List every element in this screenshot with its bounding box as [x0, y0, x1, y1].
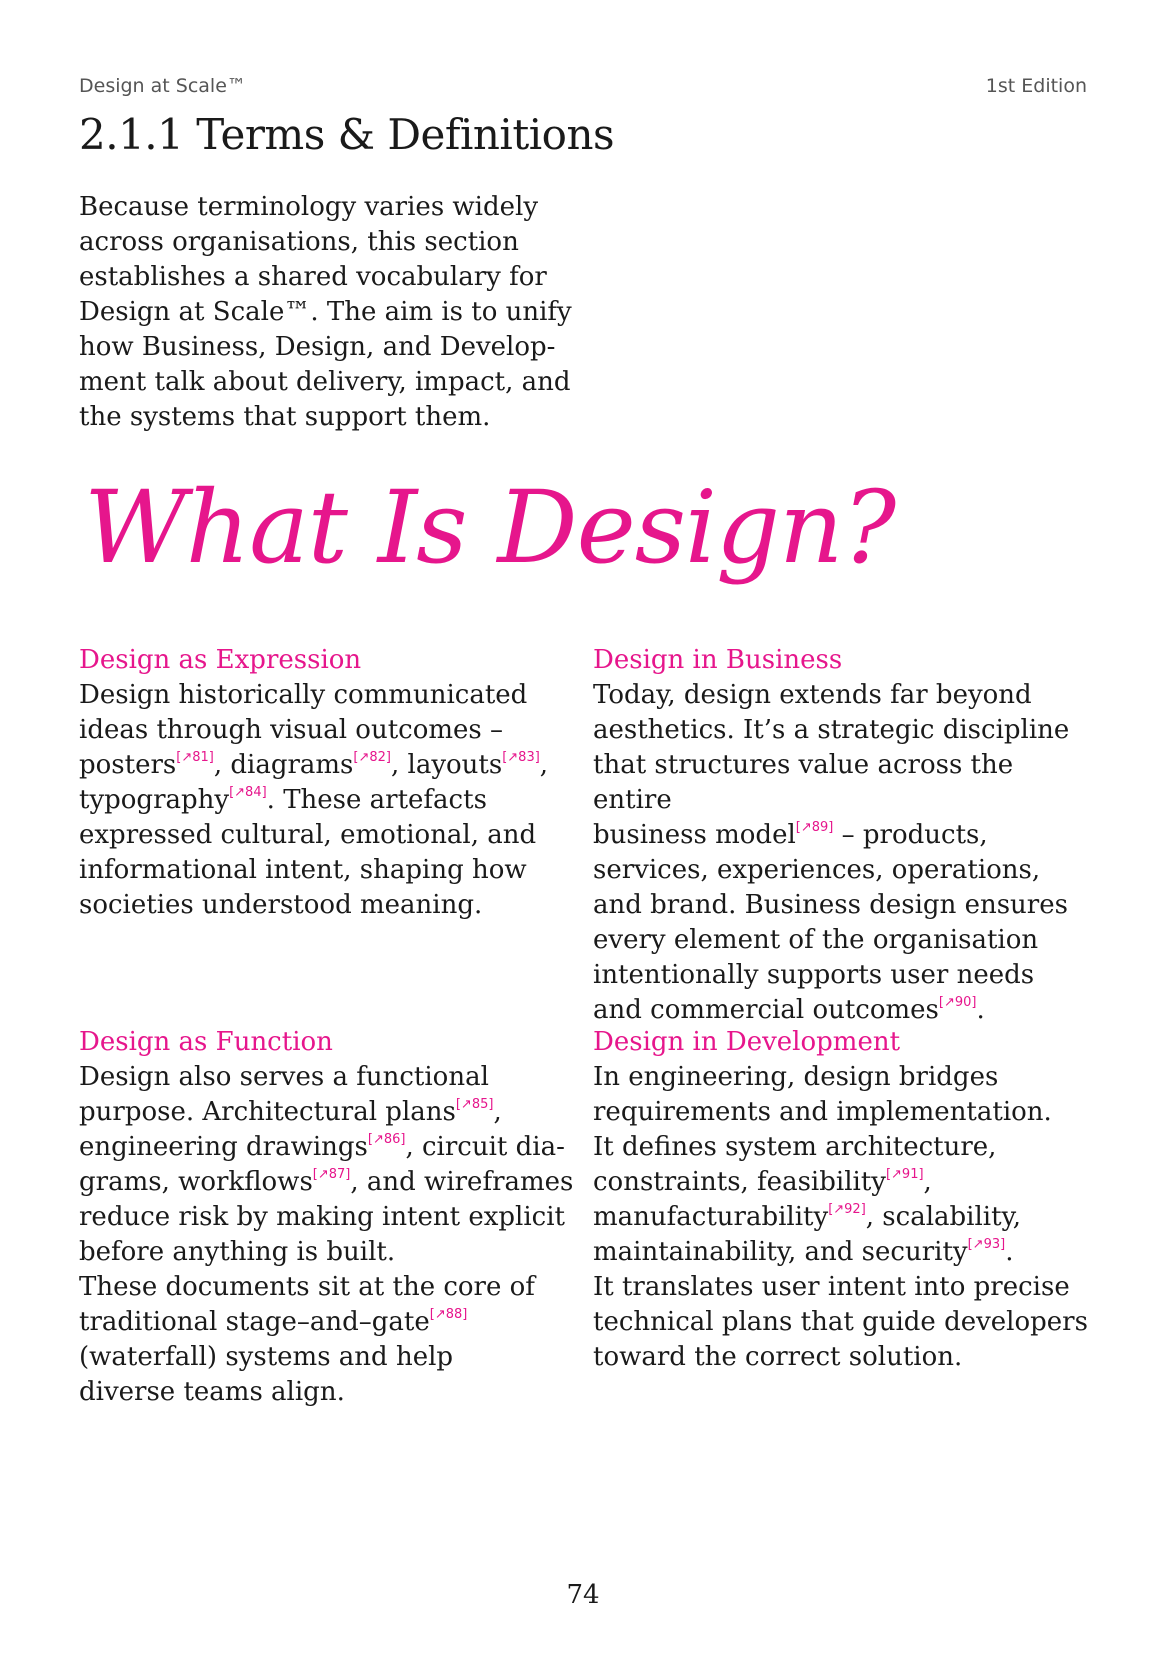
reference-link[interactable]: [↗81]: [176, 750, 214, 765]
reference-link[interactable]: [↗85]: [455, 1097, 494, 1112]
body-text: , and wireframes reduce risk by making intent explicit before anything is built. These documents sit at the core of traditional stage–and–gate: [79, 1167, 574, 1337]
body-text: Design also serves a functional purpose. Architectural plans: [79, 1062, 489, 1127]
body-text: , circuit dia- grams, workflows: [79, 1132, 565, 1197]
body-text: – products, services, experiences, operations, and brand. Business design ensures every element of the organisation intentionally supports user needs and commercial outcomes: [593, 820, 1068, 1025]
reference-link[interactable]: [↗90]: [938, 995, 977, 1010]
body-text: . It translates user intent into precise technical plans that guide developers toward the correct solution.: [593, 1237, 1088, 1372]
body-text: , layouts: [390, 750, 503, 780]
reference-link[interactable]: [↗89]: [795, 820, 834, 835]
block-title: Design as Function: [79, 1027, 333, 1057]
reference-link[interactable]: [↗87]: [312, 1167, 351, 1182]
block-title: Design as Expression: [79, 645, 362, 675]
block-body: [79, 678, 579, 923]
body-text: , manufacturability: [593, 1167, 932, 1232]
block-design-in-business: [593, 643, 1093, 1028]
block-title: Design in Business: [593, 645, 843, 675]
section-title: 2.1.1 Terms & Definitions: [79, 110, 615, 159]
body-text: , scalability, maintainability, and security: [593, 1202, 1022, 1267]
reference-link[interactable]: [↗93]: [967, 1237, 1006, 1252]
edition-label: 1st Edition: [985, 75, 1087, 97]
body-text: , engineering drawings: [79, 1097, 502, 1162]
headline: What Is Design?: [84, 469, 896, 586]
reference-link[interactable]: [↗84]: [229, 785, 267, 800]
running-title: Design at Scale™: [79, 75, 246, 97]
body-text: (waterfall) systems and help diverse teams align.: [79, 1342, 454, 1407]
reference-link[interactable]: [↗88]: [429, 1307, 468, 1322]
reference-link[interactable]: [↗92]: [828, 1202, 866, 1217]
block-body: [593, 678, 1093, 1028]
body-text: In engineering, design bridges requirements and implementation. It defines system architecture, constraints, feasibility: [593, 1062, 1052, 1197]
block-design-as-function: [79, 1025, 579, 1410]
block-design-as-expression: [79, 643, 579, 923]
body-text: . These artefacts expressed cultural, emotional, and informational intent, shaping how societies understood meaning.: [79, 785, 537, 920]
body-text: , typography: [79, 750, 549, 815]
body-text: , diagrams: [213, 750, 354, 780]
block-body: [79, 1060, 579, 1410]
reference-link[interactable]: [↗82]: [353, 750, 391, 765]
block-body: [593, 1060, 1093, 1375]
block-design-in-development: [593, 1025, 1093, 1375]
page-number: 74: [566, 1580, 600, 1610]
reference-link[interactable]: [↗91]: [885, 1167, 924, 1182]
block-title: Design in Development: [593, 1027, 901, 1057]
reference-link[interactable]: [↗86]: [367, 1132, 406, 1147]
body-text: .: [976, 995, 985, 1025]
section-intro: Because terminology varies widely across organisations, this section establishes a shared vocabulary for Design at Scale™. The aim is to unify how Business, Design, and Develop- ment talk about delivery, impact, and the systems that support them.: [79, 192, 572, 432]
reference-link[interactable]: [↗83]: [502, 750, 540, 765]
body-text: Design historically communicated ideas through visual outcomes – posters: [79, 680, 528, 780]
body-text: Today, design extends far beyond aesthetics. It’s a strategic discipline that structures value across the entire business model: [593, 680, 1070, 850]
